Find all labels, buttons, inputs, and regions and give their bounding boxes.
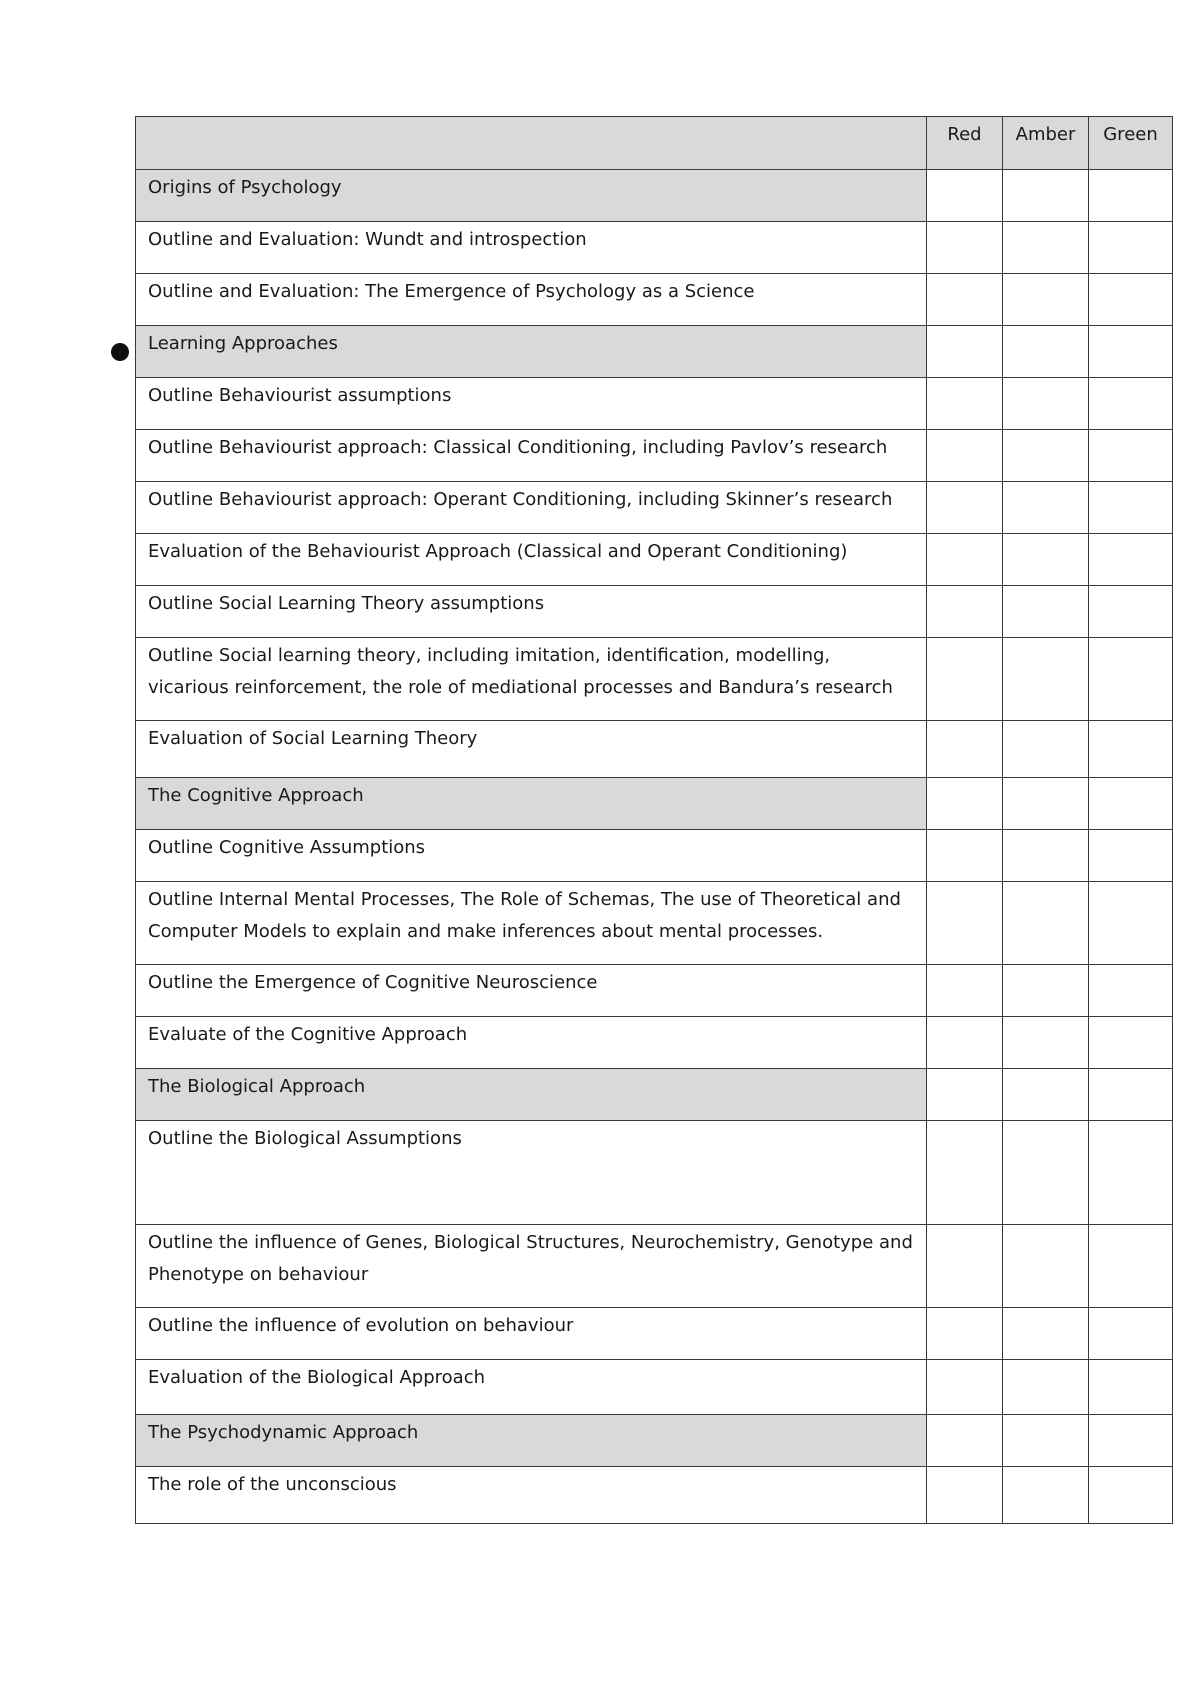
amber-rating-cell[interactable] bbox=[1003, 534, 1089, 586]
amber-rating-cell[interactable] bbox=[1003, 1017, 1089, 1069]
red-rating-cell[interactable] bbox=[927, 638, 1003, 721]
topic-text: Outline and Evaluation: Wundt and introspection bbox=[136, 222, 927, 274]
topic-row bbox=[136, 222, 1173, 274]
amber-rating-cell[interactable] bbox=[1003, 1308, 1089, 1360]
red-rating-cell[interactable] bbox=[927, 1360, 1003, 1415]
topic-text: Outline Cognitive Assumptions bbox=[136, 830, 927, 882]
amber-rating-cell[interactable] bbox=[1003, 778, 1089, 830]
section-row bbox=[136, 1069, 1173, 1121]
amber-rating-cell[interactable] bbox=[1003, 170, 1089, 222]
topic-row bbox=[136, 586, 1173, 638]
red-rating-cell[interactable] bbox=[927, 778, 1003, 830]
amber-rating-cell[interactable] bbox=[1003, 638, 1089, 721]
topic-text: Evaluation of the Behaviourist Approach (Classical and Operant Conditioning) bbox=[136, 534, 927, 586]
red-rating-cell[interactable] bbox=[927, 1069, 1003, 1121]
amber-rating-cell[interactable] bbox=[1003, 430, 1089, 482]
red-rating-cell[interactable] bbox=[927, 1467, 1003, 1524]
red-rating-cell[interactable] bbox=[927, 1121, 1003, 1225]
green-rating-cell[interactable] bbox=[1089, 378, 1173, 430]
amber-rating-cell[interactable] bbox=[1003, 1467, 1089, 1524]
red-rating-cell[interactable] bbox=[927, 222, 1003, 274]
header-green: Green bbox=[1089, 117, 1173, 170]
green-rating-cell[interactable] bbox=[1089, 222, 1173, 274]
green-rating-cell[interactable] bbox=[1089, 1308, 1173, 1360]
amber-rating-cell[interactable] bbox=[1003, 222, 1089, 274]
red-rating-cell[interactable] bbox=[927, 378, 1003, 430]
red-rating-cell[interactable] bbox=[927, 482, 1003, 534]
green-rating-cell[interactable] bbox=[1089, 1360, 1173, 1415]
green-rating-cell[interactable] bbox=[1089, 482, 1173, 534]
section-row bbox=[136, 170, 1173, 222]
amber-rating-cell[interactable] bbox=[1003, 1225, 1089, 1308]
green-rating-cell[interactable] bbox=[1089, 1121, 1173, 1225]
section-row bbox=[136, 1415, 1173, 1467]
rag-checklist-table bbox=[135, 116, 1173, 1524]
topic-text: Outline Behaviourist approach: Operant Conditioning, including Skinner’s research bbox=[136, 482, 927, 534]
green-rating-cell[interactable] bbox=[1089, 882, 1173, 965]
section-heading: The Cognitive Approach bbox=[136, 778, 927, 830]
red-rating-cell[interactable] bbox=[927, 534, 1003, 586]
topic-text: Outline Social learning theory, including imitation, identification, modelling, vicarious reinforcement, the role of mediational processes and Bandura’s research bbox=[136, 638, 927, 721]
green-rating-cell[interactable] bbox=[1089, 965, 1173, 1017]
red-rating-cell[interactable] bbox=[927, 965, 1003, 1017]
green-rating-cell[interactable] bbox=[1089, 1415, 1173, 1467]
topic-row bbox=[136, 1121, 1173, 1225]
amber-rating-cell[interactable] bbox=[1003, 965, 1089, 1017]
green-rating-cell[interactable] bbox=[1089, 170, 1173, 222]
header-row bbox=[136, 117, 1173, 170]
topic-text: Evaluate of the Cognitive Approach bbox=[136, 1017, 927, 1069]
red-rating-cell[interactable] bbox=[927, 274, 1003, 326]
green-rating-cell[interactable] bbox=[1089, 1467, 1173, 1524]
topic-row bbox=[136, 1017, 1173, 1069]
topic-text: Outline the Emergence of Cognitive Neuroscience bbox=[136, 965, 927, 1017]
red-rating-cell[interactable] bbox=[927, 1225, 1003, 1308]
topic-row bbox=[136, 1308, 1173, 1360]
amber-rating-cell[interactable] bbox=[1003, 586, 1089, 638]
green-rating-cell[interactable] bbox=[1089, 1069, 1173, 1121]
topic-row bbox=[136, 1225, 1173, 1308]
red-rating-cell[interactable] bbox=[927, 1017, 1003, 1069]
amber-rating-cell[interactable] bbox=[1003, 378, 1089, 430]
green-rating-cell[interactable] bbox=[1089, 1017, 1173, 1069]
topic-row bbox=[136, 721, 1173, 778]
green-rating-cell[interactable] bbox=[1089, 638, 1173, 721]
section-heading: The Psychodynamic Approach bbox=[136, 1415, 927, 1467]
amber-rating-cell[interactable] bbox=[1003, 882, 1089, 965]
header-red: Red bbox=[927, 117, 1003, 170]
topic-text: Outline the influence of evolution on behaviour bbox=[136, 1308, 927, 1360]
section-row bbox=[136, 326, 1173, 378]
bullet-marker bbox=[111, 343, 129, 361]
green-rating-cell[interactable] bbox=[1089, 1225, 1173, 1308]
topic-row bbox=[136, 378, 1173, 430]
red-rating-cell[interactable] bbox=[927, 430, 1003, 482]
topic-text: Evaluation of the Biological Approach bbox=[136, 1360, 927, 1415]
amber-rating-cell[interactable] bbox=[1003, 326, 1089, 378]
topic-row bbox=[136, 274, 1173, 326]
amber-rating-cell[interactable] bbox=[1003, 274, 1089, 326]
header-amber: Amber bbox=[1003, 117, 1089, 170]
red-rating-cell[interactable] bbox=[927, 830, 1003, 882]
red-rating-cell[interactable] bbox=[927, 1308, 1003, 1360]
topic-text: Outline and Evaluation: The Emergence of Psychology as a Science bbox=[136, 274, 927, 326]
amber-rating-cell[interactable] bbox=[1003, 1360, 1089, 1415]
topic-row bbox=[136, 1360, 1173, 1415]
green-rating-cell[interactable] bbox=[1089, 274, 1173, 326]
topic-text: The role of the unconscious bbox=[136, 1467, 927, 1524]
green-rating-cell[interactable] bbox=[1089, 586, 1173, 638]
green-rating-cell[interactable] bbox=[1089, 326, 1173, 378]
section-row bbox=[136, 778, 1173, 830]
green-rating-cell[interactable] bbox=[1089, 430, 1173, 482]
topic-row bbox=[136, 1467, 1173, 1524]
topic-row bbox=[136, 534, 1173, 586]
green-rating-cell[interactable] bbox=[1089, 830, 1173, 882]
header-topic-cell bbox=[136, 117, 927, 170]
red-rating-cell[interactable] bbox=[927, 1415, 1003, 1467]
topic-text: Outline the influence of Genes, Biological Structures, Neurochemistry, Genotype and Phenotype on behaviour bbox=[136, 1225, 927, 1308]
topic-text: Outline Social Learning Theory assumptions bbox=[136, 586, 927, 638]
red-rating-cell[interactable] bbox=[927, 170, 1003, 222]
topic-row bbox=[136, 482, 1173, 534]
amber-rating-cell[interactable] bbox=[1003, 482, 1089, 534]
green-rating-cell[interactable] bbox=[1089, 721, 1173, 778]
green-rating-cell[interactable] bbox=[1089, 534, 1173, 586]
amber-rating-cell[interactable] bbox=[1003, 830, 1089, 882]
red-rating-cell[interactable] bbox=[927, 326, 1003, 378]
topic-row bbox=[136, 965, 1173, 1017]
section-heading: The Biological Approach bbox=[136, 1069, 927, 1121]
topic-text: Evaluation of Social Learning Theory bbox=[136, 721, 927, 778]
amber-rating-cell[interactable] bbox=[1003, 1415, 1089, 1467]
section-heading: Learning Approaches bbox=[136, 326, 927, 378]
topic-row bbox=[136, 882, 1173, 965]
red-rating-cell[interactable] bbox=[927, 721, 1003, 778]
topic-row bbox=[136, 830, 1173, 882]
amber-rating-cell[interactable] bbox=[1003, 721, 1089, 778]
section-heading: Origins of Psychology bbox=[136, 170, 927, 222]
red-rating-cell[interactable] bbox=[927, 882, 1003, 965]
topic-text: Outline Behaviourist approach: Classical Conditioning, including Pavlov’s research bbox=[136, 430, 927, 482]
topic-text: Outline Internal Mental Processes, The Role of Schemas, The use of Theoretical and Computer Models to explain and make inferences about mental processes. bbox=[136, 882, 927, 965]
topic-text: Outline the Biological Assumptions bbox=[136, 1121, 927, 1225]
topic-row bbox=[136, 430, 1173, 482]
amber-rating-cell[interactable] bbox=[1003, 1121, 1089, 1225]
amber-rating-cell[interactable] bbox=[1003, 1069, 1089, 1121]
red-rating-cell[interactable] bbox=[927, 586, 1003, 638]
topic-text: Outline Behaviourist assumptions bbox=[136, 378, 927, 430]
topic-row bbox=[136, 638, 1173, 721]
green-rating-cell[interactable] bbox=[1089, 778, 1173, 830]
